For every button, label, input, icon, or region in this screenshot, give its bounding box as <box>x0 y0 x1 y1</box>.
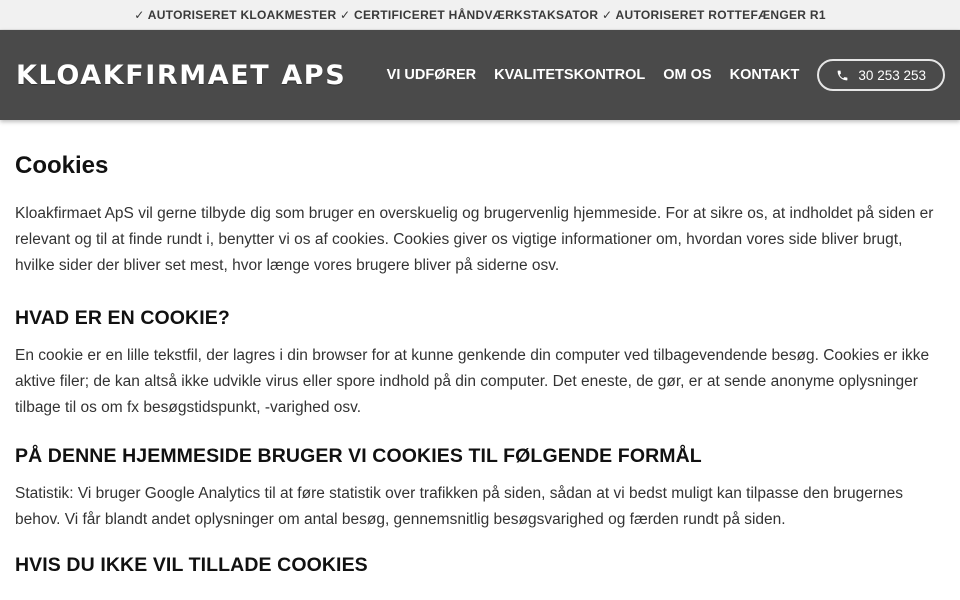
intro-paragraph: Kloakfirmaet ApS vil gerne tilbyde dig som bruger en overskuelig og brugervenlig hjemmeside. For at sikre os, at indholdet på siden er relevant og til at finde rundt i, benytter vi os af cookies. Cookies giver os vigtige informationer om, hvordan vores side bliver brugt, hvilke sider der bliver set mest, hvor længe vores brugere bliver på siderne osv. <box>15 205 934 274</box>
section-body-purposes: Statistik: Vi bruger Google Analytics til at føre statistik over trafikken på siden, sådan at vi bedst muligt kan tilpasse den brugernes behov. Vi får blandt andet oplysninger om antal besøg, gennemsnitlig besøgsvarighed og færden rundt på siden. <box>15 484 903 528</box>
phone-icon <box>836 69 849 82</box>
page-title: Cookies <box>15 152 109 179</box>
nav-item-kvalitetskontrol[interactable]: KVALITETSKONTROL <box>494 67 646 83</box>
section-heading-purposes: PÅ DENNE HJEMMESIDE BRUGER VI COOKIES TIL FØLGENDE FORMÅL <box>15 444 702 467</box>
site-logo[interactable]: KLOAKFIRMAET APS <box>16 59 347 91</box>
section-heading-what-is-cookie: HVAD ER EN COOKIE? <box>15 307 230 330</box>
nav-item-vi-udforer[interactable]: VI UDFØRER <box>386 67 477 83</box>
section-heading-disallow-cookies: HVIS DU IKKE VIL TILLADE COOKIES <box>15 554 368 577</box>
main-nav <box>369 59 945 91</box>
certifications-text: ✓ AUTORISERET KLOAKMESTER ✓ CERTIFICERET HÅNDVÆRKSTAKSATOR ✓ AUTORISERET ROTTEFÆNGER R1 <box>134 7 826 22</box>
page-content <box>0 120 960 577</box>
phone-button[interactable] <box>817 59 945 91</box>
nav-item-om-os[interactable]: OM OS <box>663 67 712 83</box>
top-info-bar <box>0 0 960 30</box>
nav-item-kontakt[interactable]: KONTAKT <box>729 67 800 83</box>
phone-number: 30 253 253 <box>858 67 926 83</box>
section-body-what-is-cookie: En cookie er en lille tekstfil, der lagres i din browser for at kunne genkende din computer ved tilbagevendende besøg. Cookies er ikke aktive filer; de kan altså ikke udvikle virus eller spore indhold på din computer. Det eneste, de gør, er at sende anonyme oplysninger tilbage til os om fx besøgstidspunkt, -varighed osv. <box>15 347 930 416</box>
site-header <box>0 30 960 120</box>
